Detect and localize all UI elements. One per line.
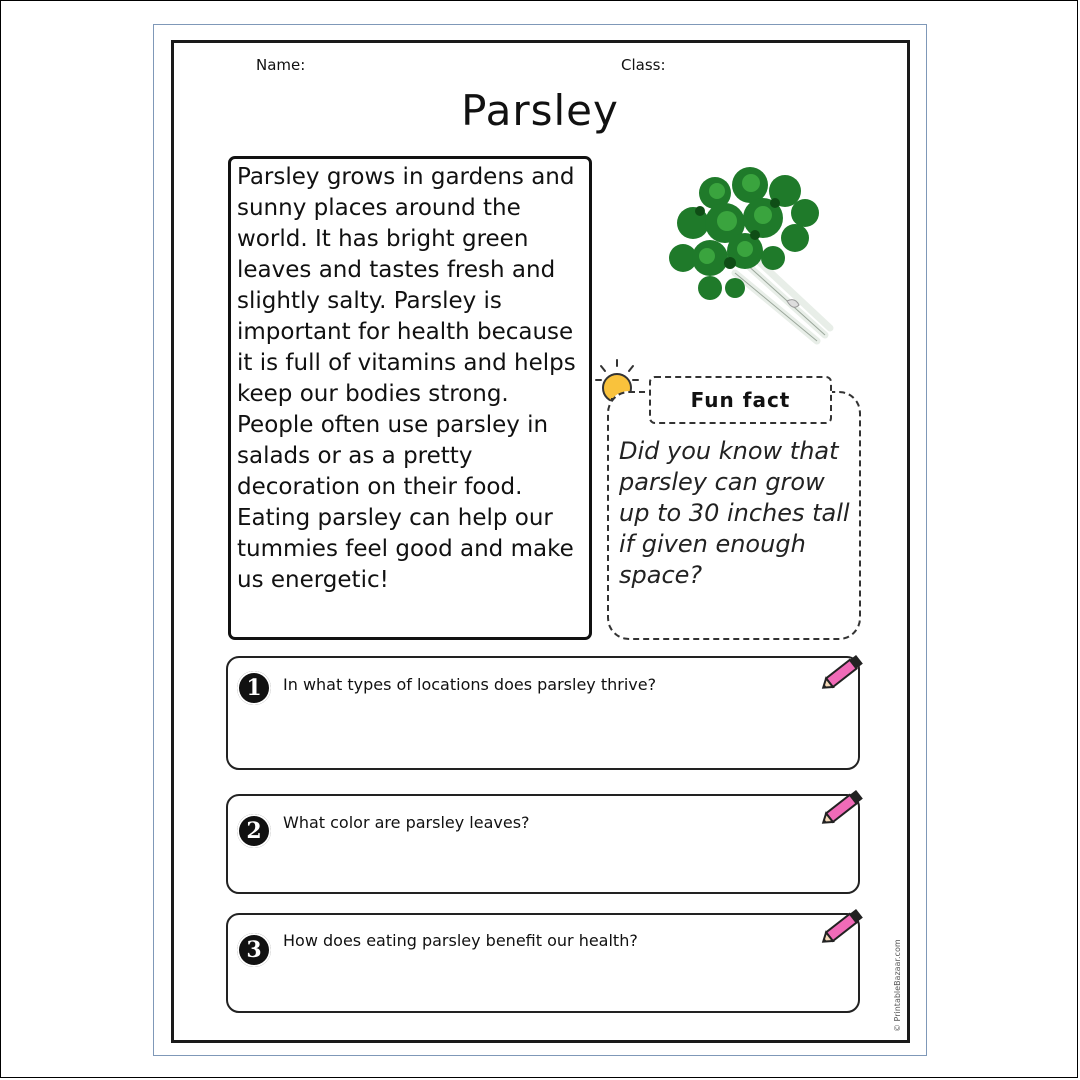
copyright-text: © PrintableBazaar.com — [893, 939, 902, 1032]
question-number-3: 3 — [237, 933, 271, 967]
page-title: Parsley — [461, 86, 619, 135]
answer-box-3[interactable] — [226, 913, 860, 1013]
question-text-3: How does eating parsley benefit our health? — [283, 931, 638, 950]
parsley-bunch-icon — [655, 163, 845, 353]
pencil-icon — [818, 650, 870, 694]
fun-fact-label: Fun fact — [649, 376, 832, 424]
question-number-1: 1 — [237, 671, 271, 705]
name-label: Name: — [256, 56, 306, 74]
question-text-2: What color are parsley leaves? — [283, 813, 530, 832]
class-label: Class: — [621, 56, 666, 74]
question-text-1: In what types of locations does parsley thrive? — [283, 675, 657, 694]
passage-text: Parsley grows in gardens and sunny places around the world. It has bright green leaves and tastes fresh and slightly salty. Parsley is important for health because it is full of vitamins and helps keep our bodies strong. People often use parsley in salads or as a pretty decoration on their food. Eating parsley can help our tummies feel good and make us energetic! — [237, 164, 576, 593]
question-number-2: 2 — [237, 814, 271, 848]
answer-box-1[interactable] — [226, 656, 860, 770]
answer-box-2[interactable] — [226, 794, 860, 894]
pencil-icon — [818, 785, 870, 829]
pencil-icon — [818, 904, 870, 948]
fun-fact-text: Did you know that parsley can grow up to 30 inches tall if given enough space? — [619, 437, 850, 589]
